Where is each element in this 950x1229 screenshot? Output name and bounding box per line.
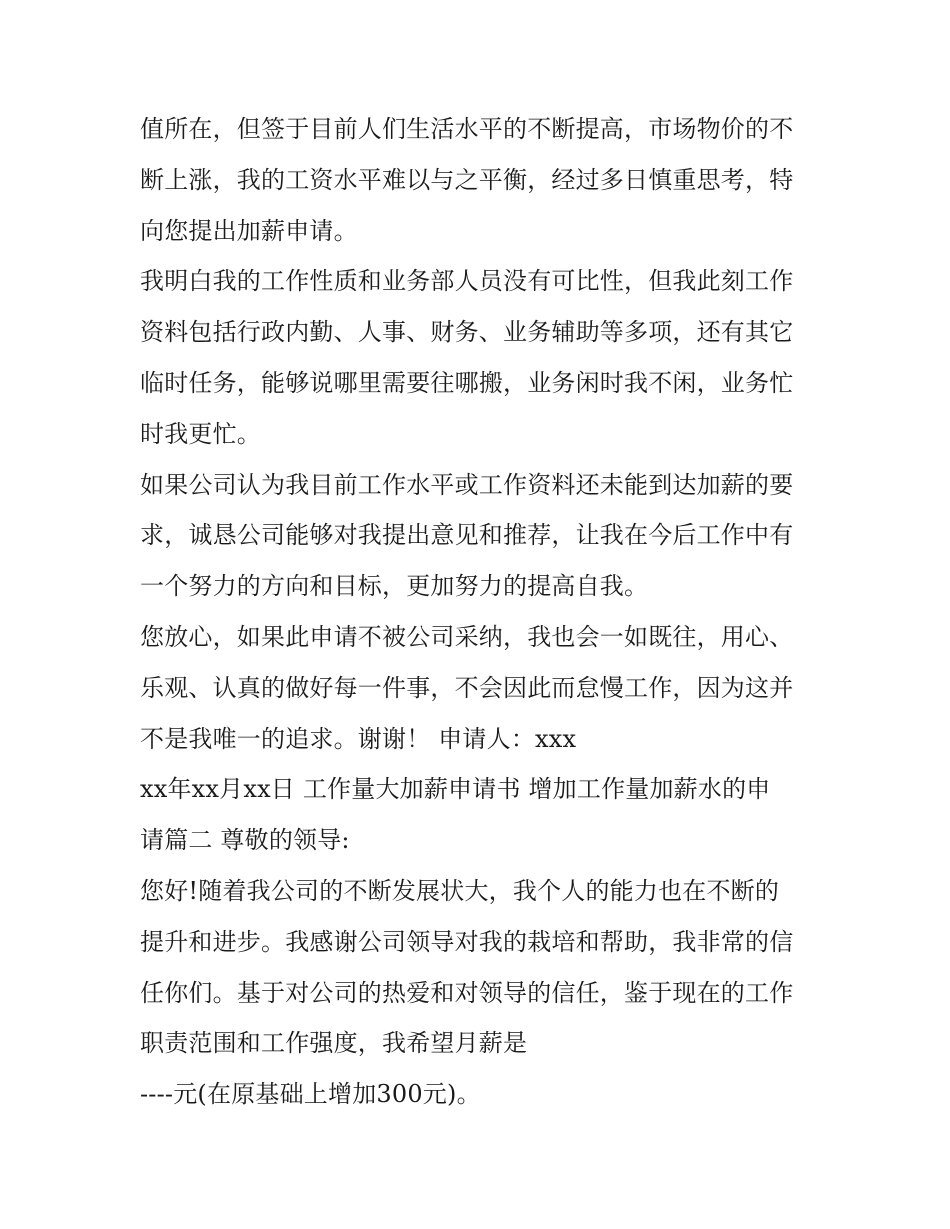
text-line: 断上涨，我的工资水平难以与之平衡，经过多日慎重思考，特 xyxy=(140,165,794,194)
text-line: 如果公司认为我目前工作水平或工作资料还未能到达加薪的要 xyxy=(140,470,794,499)
text-line: 乐观、认真的做好每一件事，不会因此而怠慢工作，因为这并 xyxy=(140,673,794,702)
text-line: ----元(在原基础上增加300元)。 xyxy=(140,1080,481,1109)
text-line: 您放心，如果此申请不被公司采纳，我也会一如既往，用心、 xyxy=(140,622,794,651)
text-line: 我明白我的工作性质和业务部人员没有可比性，但我此刻工作 xyxy=(140,267,794,296)
text-line: 职责范围和工作强度，我希望月薪是 xyxy=(140,1029,528,1058)
text-line: 您好!随着我公司的不断发展状大，我个人的能力也在不断的 xyxy=(140,876,780,905)
text-line: 资料包括行政内勤、人事、财务、业务辅助等多项，还有其它 xyxy=(140,318,794,347)
text-line: 值所在，但签于目前人们生活水平的不断提高，市场物价的不 xyxy=(140,115,794,143)
text-line: 不是我唯一的追求。谢谢！ 申请人：xxx xyxy=(140,724,577,753)
text-line: 求，诚恳公司能够对我提出意见和推荐，让我在今后工作中有 xyxy=(140,521,794,550)
text-line: 任你们。基于对公司的热爱和对领导的信任，鉴于现在的工作 xyxy=(140,978,794,1007)
text-line: xx年xx月xx日 工作量大加薪申请书 增加工作量加薪水的申 xyxy=(140,775,771,804)
text-line: 向您提出加薪申请。 xyxy=(140,216,358,245)
text-line: 请篇二 尊敬的领导: xyxy=(140,826,350,855)
text-line: 临时任务，能够说哪里需要往哪搬，业务闲时我不闲，业务忙 xyxy=(140,368,794,397)
text-line: 时我更忙。 xyxy=(140,419,261,448)
text-line: 一个努力的方向和目标，更加努力的提高自我。 xyxy=(140,572,649,601)
text-line: 提升和进步。我感谢公司领导对我的栽培和帮助，我非常的信 xyxy=(140,927,794,956)
document-body xyxy=(140,104,820,1120)
